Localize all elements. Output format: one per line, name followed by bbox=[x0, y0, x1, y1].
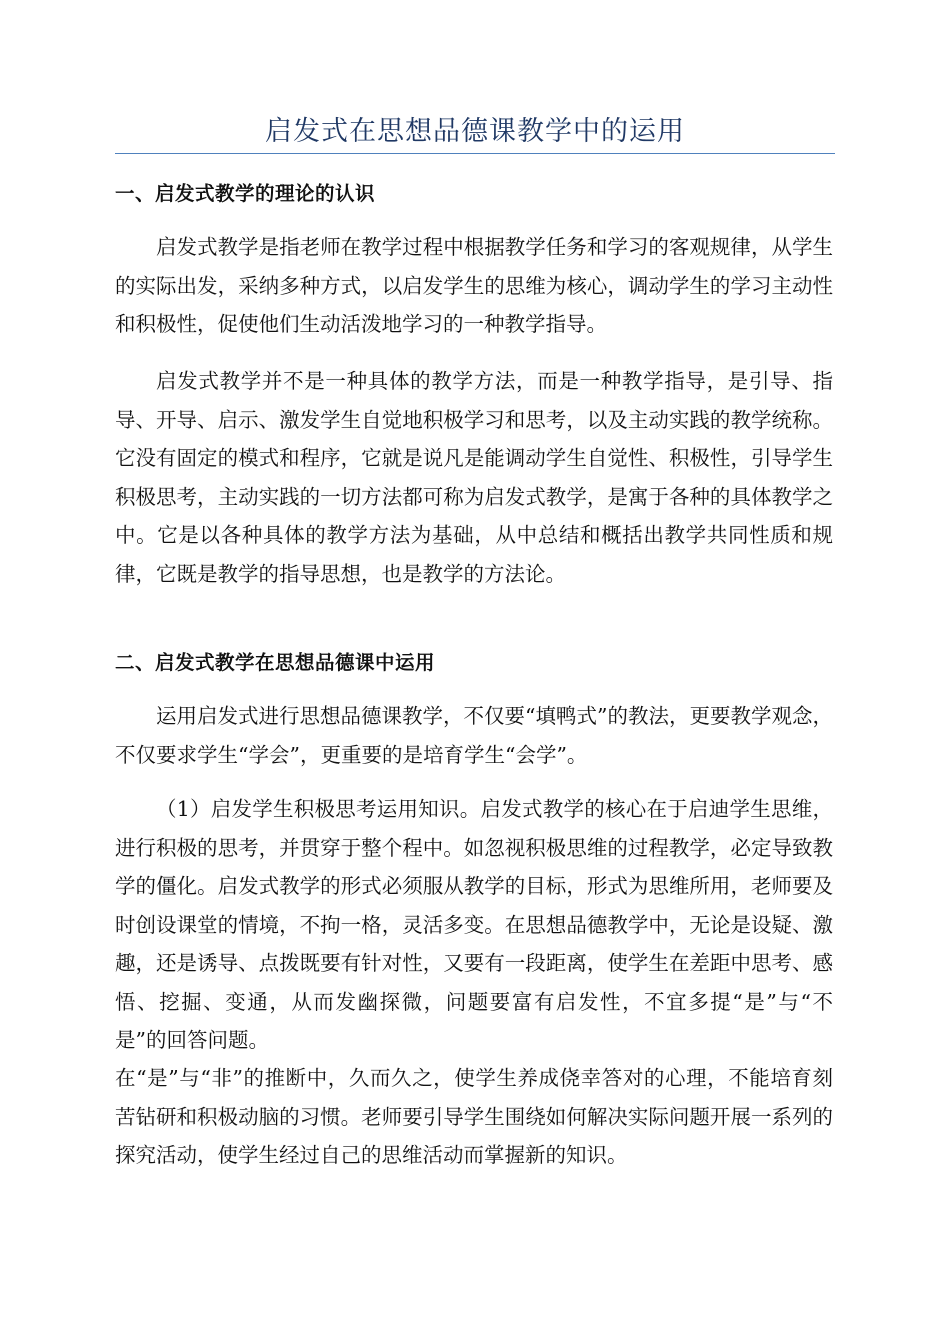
section-heading-2: 二、启发式教学在思想品德课中运用 bbox=[115, 651, 436, 674]
title-underline bbox=[115, 153, 835, 154]
paragraph-1-2: 启发式教学并不是一种具体的教学方法，而是一种教学指导，是引导、指导、开导、启示、激发学生自觉地积极学习和思考，以及主动实践的教学统称。它没有固定的模式和程序，它就是说凡是能调动学生自觉性、积极性，引导学生积极思考，主动实践的一切方法都可称为启发式教学，是寓于各种的具体教学之中。它是以各种具体的教学方法为基础，从中总结和概括出教学共同性质和规律，它既是教学的指导思想，也是教学的方法论。 bbox=[115, 369, 833, 586]
document-title: 启发式在思想品德课教学中的运用 bbox=[265, 116, 685, 147]
paragraph-2-1: 运用启发式进行思想品德课教学，不仅要“填鸭式”的教法，更要教学观念，不仅要求学生“学会”，更重要的是培育学生“会学”。 bbox=[115, 704, 833, 767]
paragraph-2-3: 在“是”与“非”的推断中，久而久之，使学生养成侥幸答对的心理，不能培育刻苦钻研和积极动脑的习惯。老师要引导学生围绕如何解决实际问题开展一系列的探究活动，使学生经过自己的思维活动而掌握新的知识。 bbox=[115, 1066, 833, 1167]
paragraph-2-2: （1）启发学生积极思考运用知识。启发式教学的核心在于启迪学生思维，进行积极的思考，并贯穿于整个程中。如忽视积极思维的过程教学，必定导致教学的僵化。启发式教学的形式必须服从教学的目标，形式为思维所用，老师要及时创设课堂的情境，不拘一格，灵活多变。在思想品德教学中，无论是设疑、激趣，还是诱导、点拨既要有针对性，又要有一段距离，使学生在差距中思考、感悟、挖掘、变通，从而发幽探微，问题要富有启发性，不宜多提“是”与“不是”的回答问题。 bbox=[115, 797, 833, 1052]
section-heading-1: 一、启发式教学的理论的认识 bbox=[115, 182, 376, 205]
paragraph-1-1: 启发式教学是指老师在教学过程中根据教学任务和学习的客观规律，从学生的实际出发，采纳多种方式，以启发学生的思维为核心，调动学生的学习主动性和积极性，促使他们生动活泼地学习的一种教学指导。 bbox=[115, 235, 833, 336]
